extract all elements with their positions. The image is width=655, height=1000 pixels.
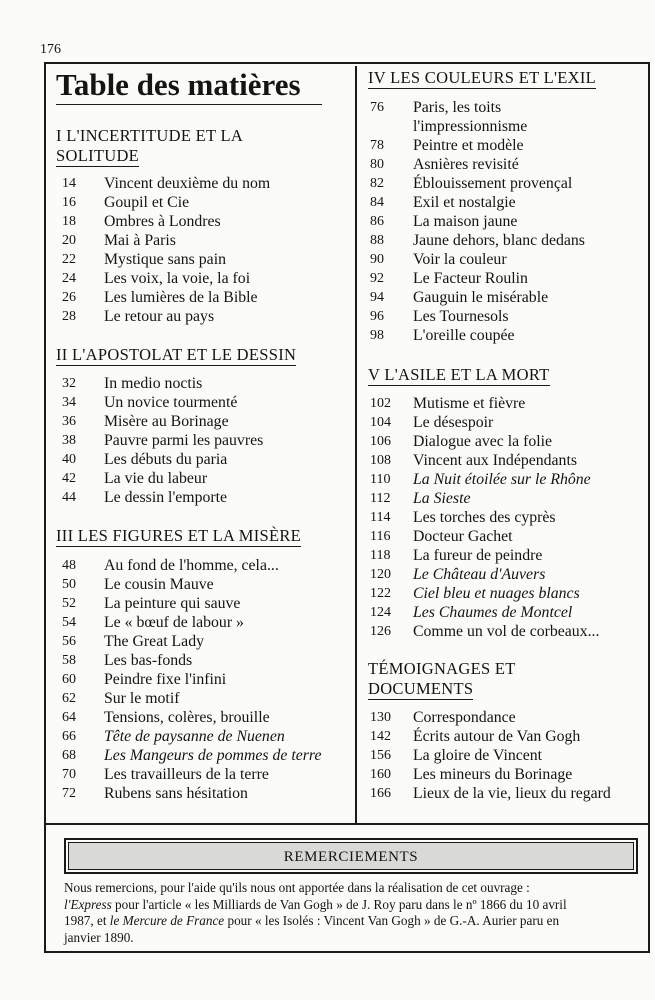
section-list-6 xyxy=(370,708,611,803)
toc-entry-title: Les voix, la voie, la foi xyxy=(104,270,251,287)
toc-entry xyxy=(62,556,321,575)
toc-page-number: 26 xyxy=(62,290,76,305)
toc-entry-title: Le dessin l'emporte xyxy=(104,489,228,506)
column-divider xyxy=(355,66,357,823)
section-heading-line: II L'APOSTOLAT ET LE DESSIN xyxy=(56,345,297,364)
toc-page-number: 122 xyxy=(370,586,391,601)
toc-page-number: 82 xyxy=(370,176,384,191)
toc-entry xyxy=(62,393,263,412)
thanks-text-3b: pour « les Isolés : Vincent Van Gogh » de G.-A. Aurier paru en xyxy=(224,913,560,928)
section-list-4 xyxy=(370,98,585,345)
toc-entry-title: La vie du labeur xyxy=(104,470,208,487)
toc-page-number: 18 xyxy=(62,214,76,229)
thanks-text-4: janvier 1890. xyxy=(64,929,134,945)
toc-entry-title: Les Mangeurs de pommes de terre xyxy=(104,747,322,764)
toc-entry xyxy=(370,603,599,622)
toc-entry xyxy=(62,575,321,594)
toc-page-number: 114 xyxy=(370,510,391,525)
toc-entry xyxy=(370,174,585,193)
toc-page-number: 36 xyxy=(62,414,76,429)
toc-entry xyxy=(62,269,270,288)
toc-entry xyxy=(62,174,270,193)
section-heading-line: DOCUMENTS xyxy=(368,679,474,698)
toc-page-number: 68 xyxy=(62,748,76,763)
toc-entry xyxy=(370,784,611,803)
toc-entry xyxy=(370,307,585,326)
toc-entry xyxy=(370,470,599,489)
toc-entry-title: Paris, les toits l'impressionnisme xyxy=(413,99,528,135)
toc-page-number: 28 xyxy=(62,309,76,324)
toc-page-number: 106 xyxy=(370,434,391,449)
toc-entry-title: Les bas-fonds xyxy=(104,652,193,669)
toc-entry xyxy=(62,431,263,450)
toc-entry xyxy=(62,250,270,269)
toc-entry xyxy=(370,451,599,470)
toc-entry-title: Gauguin le misérable xyxy=(413,289,549,306)
thanks-text-1: Nous remercions, pour l'aide qu'ils nous ont apportée dans la réalisation de cet ouvrage : xyxy=(64,880,530,895)
toc-entry-title: La fureur de peindre xyxy=(413,547,543,564)
toc-page-number: 38 xyxy=(62,433,76,448)
toc-entry-title: Sur le motif xyxy=(104,690,180,707)
toc-entry xyxy=(370,565,599,584)
toc-entry xyxy=(370,622,599,641)
toc-entry-title: Le Château d'Auvers xyxy=(413,566,546,583)
toc-entry-title: Le « bœuf de labour » xyxy=(104,614,244,631)
toc-entry xyxy=(370,250,585,269)
toc-page-number: 16 xyxy=(62,195,76,210)
toc-entry xyxy=(62,632,321,651)
toc-entry-title: Les travailleurs de la terre xyxy=(104,766,269,783)
toc-entry-title: La Nuit étoilée sur le Rhône xyxy=(413,471,591,488)
toc-page-number: 42 xyxy=(62,471,76,486)
toc-entry-title: Asnières revisité xyxy=(413,156,519,173)
toc-entry xyxy=(370,136,585,155)
toc-entry xyxy=(370,98,585,136)
toc-page-number: 108 xyxy=(370,453,391,468)
toc-entry-title: Mutisme et fièvre xyxy=(413,395,526,412)
toc-entry xyxy=(62,651,321,670)
toc-entry xyxy=(370,746,611,765)
toc-page-number: 126 xyxy=(370,624,391,639)
section-heading-line: I L'INCERTITUDE ET LA xyxy=(56,126,244,145)
toc-entry xyxy=(62,193,270,212)
toc-page-number: 54 xyxy=(62,615,76,630)
toc-entry-title: La maison jaune xyxy=(413,213,518,230)
section-heading-1 xyxy=(56,126,243,167)
toc-entry-title: Docteur Gachet xyxy=(413,528,513,545)
toc-entry-title: In medio noctis xyxy=(104,375,203,392)
toc-entry-title: Ciel bleu et nuages blancs xyxy=(413,585,580,602)
toc-entry xyxy=(370,212,585,231)
toc-entry-title: Vincent aux Indépendants xyxy=(413,452,577,469)
section-heading-line: IV LES COULEURS ET L'EXIL xyxy=(368,68,597,87)
toc-entry xyxy=(370,288,585,307)
toc-entry-title: Les mineurs du Borinage xyxy=(413,766,573,783)
toc-entry xyxy=(62,727,321,746)
toc-page-number: 112 xyxy=(370,491,391,506)
section-heading-5 xyxy=(368,365,550,386)
toc-entry-title: Rubens sans hésitation xyxy=(104,785,248,802)
toc-page-number: 40 xyxy=(62,452,76,467)
toc-entry-title: Les débuts du paria xyxy=(104,451,228,468)
toc-entry xyxy=(62,488,263,507)
thanks-box xyxy=(64,838,638,874)
toc-entry xyxy=(370,193,585,212)
toc-entry-title: Les lumières de la Bible xyxy=(104,289,258,306)
toc-entry-title: Vincent deuxième du nom xyxy=(104,175,271,192)
toc-page-number: 14 xyxy=(62,176,76,191)
toc-entry-title: Tête de paysanne de Nuenen xyxy=(104,728,285,745)
bottom-rule xyxy=(44,823,650,825)
toc-entry xyxy=(370,727,611,746)
toc-entry-title: The Great Lady xyxy=(104,633,204,650)
toc-entry xyxy=(370,489,599,508)
toc-page-number: 60 xyxy=(62,672,76,687)
toc-page-number: 86 xyxy=(370,214,384,229)
toc-page-number: 130 xyxy=(370,710,391,725)
toc-page-number: 52 xyxy=(62,596,76,611)
toc-entry xyxy=(62,288,270,307)
toc-entry xyxy=(62,450,263,469)
thanks-text-2-italic: l'Express xyxy=(64,896,112,912)
toc-page-number: 56 xyxy=(62,634,76,649)
section-list-5 xyxy=(370,394,599,641)
toc-entry-title: Voir la couleur xyxy=(413,251,507,268)
toc-entry xyxy=(370,155,585,174)
toc-entry xyxy=(370,432,599,451)
toc-entry xyxy=(62,231,270,250)
toc-page-number: 70 xyxy=(62,767,76,782)
section-heading-line: TÉMOIGNAGES ET xyxy=(368,659,516,678)
section-heading-3 xyxy=(56,526,301,547)
toc-entry xyxy=(62,784,321,803)
toc-entry-title: Mai à Paris xyxy=(104,232,176,249)
toc-entry-title: Le cousin Mauve xyxy=(104,576,214,593)
toc-entry xyxy=(370,508,599,527)
toc-entry-title: Dialogue avec la folie xyxy=(413,433,553,450)
toc-entry xyxy=(370,546,599,565)
section-heading-line: V L'ASILE ET LA MORT xyxy=(368,365,550,384)
toc-entry xyxy=(62,307,270,326)
toc-page-number: 34 xyxy=(62,395,76,410)
toc-entry-title: Correspondance xyxy=(413,709,516,726)
toc-entry xyxy=(370,765,611,784)
toc-page-number: 62 xyxy=(62,691,76,706)
toc-page-number: 104 xyxy=(370,415,391,430)
toc-page-number: 160 xyxy=(370,767,391,782)
toc-page-number: 88 xyxy=(370,233,384,248)
toc-page-number: 156 xyxy=(370,748,391,763)
toc-entry-title: La gloire de Vincent xyxy=(413,747,543,764)
thanks-text xyxy=(64,880,644,946)
toc-entry xyxy=(370,326,585,345)
toc-page-number: 92 xyxy=(370,271,384,286)
toc-entry-title: Jaune dehors, blanc dedans xyxy=(413,232,585,249)
thanks-text-2: pour l'article « les Milliards de Van Gogh » de J. Roy paru dans le nº 1866 du 10 avril xyxy=(111,896,567,912)
toc-page-number: 48 xyxy=(62,558,76,573)
toc-entry xyxy=(370,269,585,288)
toc-entry xyxy=(62,212,270,231)
toc-page-number: 50 xyxy=(62,577,76,592)
toc-entry-title: Éblouissement provençal xyxy=(413,175,573,192)
toc-entry-title: Les Tournesols xyxy=(413,308,509,325)
toc-entry xyxy=(62,746,321,765)
toc-entry-title: Les Chaumes de Montcel xyxy=(413,604,573,621)
toc-page-number: 96 xyxy=(370,309,384,324)
toc-entry xyxy=(62,613,321,632)
toc-page-number: 24 xyxy=(62,271,76,286)
toc-page-number: 142 xyxy=(370,729,391,744)
toc-entry-title: Le Facteur Roulin xyxy=(413,270,528,287)
toc-page-number: 64 xyxy=(62,710,76,725)
toc-entry-title: Peintre et modèle xyxy=(413,137,524,154)
toc-entry xyxy=(370,231,585,250)
toc-page-number: 110 xyxy=(370,472,391,487)
toc-entry xyxy=(370,413,599,432)
toc-entry-title: Pauvre parmi les pauvres xyxy=(104,432,264,449)
toc-entry-title: Un novice tourmenté xyxy=(104,394,238,411)
page-title: Table des matières xyxy=(56,68,322,105)
toc-page-number: 90 xyxy=(370,252,384,267)
toc-entry-title: L'oreille coupée xyxy=(413,327,515,344)
toc-entry xyxy=(62,374,263,393)
toc-page-number: 20 xyxy=(62,233,76,248)
section-heading-line: III LES FIGURES ET LA MISÈRE xyxy=(56,526,302,545)
thanks-heading: REMERCIEMENTS xyxy=(68,842,634,870)
toc-entry xyxy=(62,708,321,727)
toc-page-number: 32 xyxy=(62,376,76,391)
toc-entry xyxy=(62,670,321,689)
toc-entry xyxy=(370,527,599,546)
toc-page-number: 120 xyxy=(370,567,391,582)
toc-entry xyxy=(62,765,321,784)
toc-entry xyxy=(370,584,599,603)
toc-entry-title: Écrits autour de Van Gogh xyxy=(413,728,581,745)
toc-page-number: 76 xyxy=(370,100,384,115)
toc-entry-title: Tensions, colères, brouille xyxy=(104,709,270,726)
toc-entry-title: Peindre fixe l'infini xyxy=(104,671,227,688)
toc-page-number: 116 xyxy=(370,529,391,544)
section-heading-6 xyxy=(368,659,516,700)
toc-entry-title: Le désespoir xyxy=(413,414,494,431)
toc-entry-title: Le retour au pays xyxy=(104,308,215,325)
thanks-text-3: 1987, et xyxy=(64,913,110,928)
toc-entry xyxy=(370,394,599,413)
section-list-3 xyxy=(62,556,321,803)
toc-entry-title: Misère au Borinage xyxy=(104,413,229,430)
toc-entry-title: Ombres à Londres xyxy=(104,213,221,230)
toc-entry-title: Lieux de la vie, lieux du regard xyxy=(413,785,611,802)
section-heading-4 xyxy=(368,68,596,89)
toc-page-number: 72 xyxy=(62,786,76,801)
toc-page-number: 124 xyxy=(370,605,391,620)
toc-page-number: 22 xyxy=(62,252,76,267)
section-heading-line: SOLITUDE xyxy=(56,146,140,165)
toc-page-number: 58 xyxy=(62,653,76,668)
toc-page-number: 118 xyxy=(370,548,391,563)
toc-page-number: 66 xyxy=(62,729,76,744)
toc-page-number: 78 xyxy=(370,138,384,153)
toc-page-number: 98 xyxy=(370,328,384,343)
toc-entry-title: Goupil et Cie xyxy=(104,194,190,211)
page-number: 176 xyxy=(40,42,61,57)
toc-page-number: 84 xyxy=(370,195,384,210)
toc-entry-title: Au fond de l'homme, cela... xyxy=(104,557,279,574)
toc-page-number: 166 xyxy=(370,786,391,801)
section-list-1 xyxy=(62,174,270,326)
toc-page-number: 44 xyxy=(62,490,76,505)
toc-entry xyxy=(62,412,263,431)
toc-entry xyxy=(62,469,263,488)
toc-page-number: 102 xyxy=(370,396,391,411)
section-list-2 xyxy=(62,374,263,507)
toc-entry-title: Exil et nostalgie xyxy=(413,194,516,211)
section-heading-2 xyxy=(56,345,296,366)
toc-entry xyxy=(370,708,611,727)
toc-page-number: 80 xyxy=(370,157,384,172)
toc-entry-title: La Sieste xyxy=(413,490,471,507)
toc-entry xyxy=(62,594,321,613)
toc-entry-title: La peinture qui sauve xyxy=(104,595,241,612)
toc-entry-title: Mystique sans pain xyxy=(104,251,226,268)
thanks-text-3-italic: le Mercure de France xyxy=(109,913,225,928)
toc-entry-title: Comme un vol de corbeaux... xyxy=(413,623,600,640)
toc-entry xyxy=(62,689,321,708)
toc-page-number: 94 xyxy=(370,290,384,305)
toc-entry-title: Les torches des cyprès xyxy=(413,509,556,526)
